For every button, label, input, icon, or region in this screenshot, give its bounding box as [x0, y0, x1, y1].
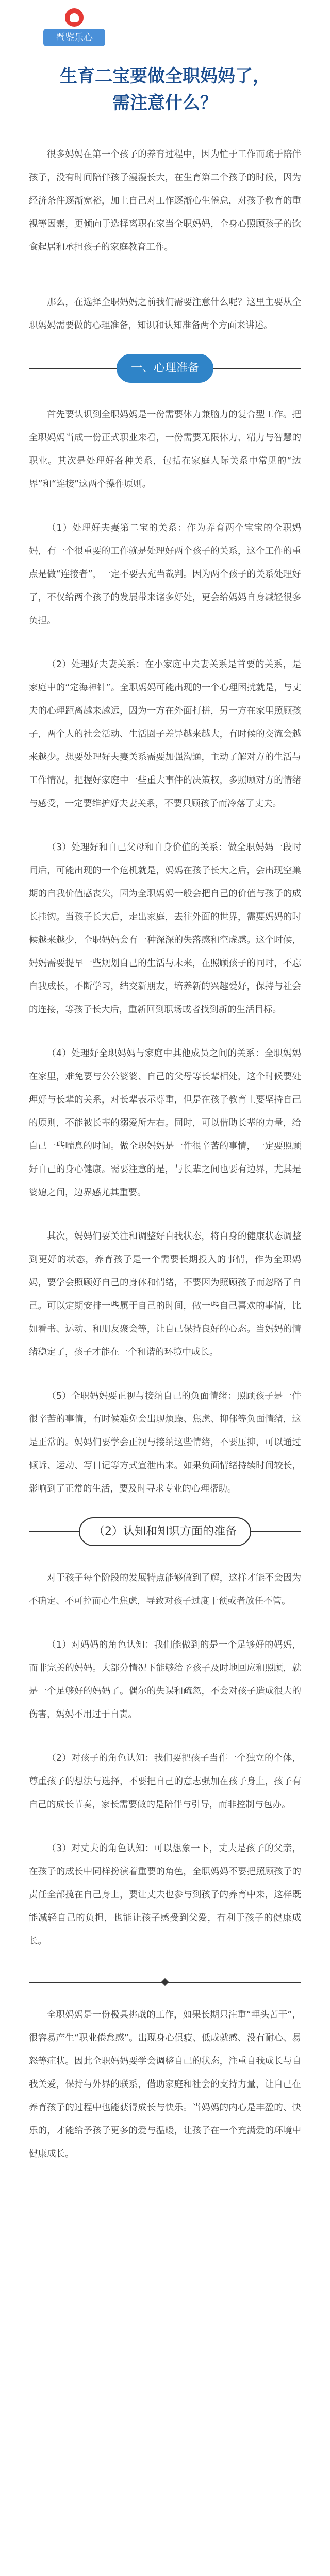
intro-section — [29, 143, 301, 337]
body-paragraph: 其次，妈妈们要关注和调整好自我状态，将自身的健康状态调整到更好的状态，养育孩子是一个需要长期投入的事情，作为全职妈妈，要学会照顾好自己的身体和情绪，不要因为照顾孩子而忽略了自己。可以定期安排一些属于自己的时间，做一些自己喜欢的事情，比如看书、运动、和朋友聚会等，让自己保持良好的心态。当妈妈的情绪稳定了，孩子才能在一个和谐的环境中成长。 — [29, 1231, 301, 1358]
body-paragraph: 首先要认识到全职妈妈是一份需要体力兼脑力的复合型工作。把全职妈妈当成一份正式职业来看，一份需要无限体力、精力与智慧的职业。其次是处理好各种关系，包括在家庭人际关系中常见的“边界”和“连接”这两个操作原则。 — [29, 410, 301, 489]
intro-paragraph: 那么，在选择全职妈妈之前我们需要注意什么呢？这里主要从全职妈妈需要做的心理准备，知识和认知准备两个方面来讲述。 — [29, 297, 301, 331]
section-title: （2）认知和知识方面的准备 — [79, 1517, 251, 1546]
article-title — [29, 61, 301, 116]
brand-logo — [43, 8, 105, 52]
body-paragraph: （4）处理好全职妈妈与家庭中其他成员之间的关系：全职妈妈在家里，难免要与公公婆婆、自己的父母等长辈相处，这个时候要处理好与长辈的关系，对长辈表示尊重，但是在孩子教育上要坚持自己的原则，不能被长辈的溺爱所左右。同时，可以借助长辈的力量，给自己一些喘息的时间。做全职妈妈是一件很辛苦的事情，一定要照顾好自己的身心健康。需要注意的是，与长辈之间也要有边界，尤其是婆媳之间，边界感尤其重要。 — [29, 1048, 301, 1198]
body-paragraph: （3）对丈夫的角色认知：可以想象一下，丈夫是孩子的父亲，在孩子的成长中同样扮演着重要的角色，全职妈妈不要把照顾孩子的责任全部揽在自己身上，要让丈夫也参与到孩子的养育中来，这样既能减轻自己的负担，也能让孩子感受到父爱，有利于孩子的健康成长。 — [29, 1843, 301, 1946]
section-cognition-body — [29, 1567, 301, 1953]
title-line-1: 生育二宝要做全职妈妈了， — [60, 66, 270, 87]
body-paragraph: （1）处理好夫妻第二宝的关系：作为养育两个宝宝的全职妈妈，有一个很重要的工作就是处理好两个孩子的关系，这个工作的重点是做“连接者”，一定不要去充当裁判。因为两个孩子的关系处理好了，不仅给两个孩子的发展带来诸多好处，更会给妈妈自身减轻很多负担。 — [29, 523, 301, 626]
body-paragraph: （2）处理好夫妻关系：在小家庭中夫妻关系是首要的关系，是家庭中的“定海神针”。全职妈妈可能出现的一个心理困扰就是，与丈夫的心理距离越来越远，因为一方在外面打拼，另一方在家里照顾孩子，两个人的社会活动、生活圈子差异越来越大，有时候的交流会越来越少。想要处理好夫妻关系需要加强沟通，主动了解对方的生活与工作情况，把握好家庭中一些重大事件的决策权，多照顾对方的情绪与感受，一定要维护好夫妻关系，不要只顾孩子而冷落了丈夫。 — [29, 659, 301, 809]
body-paragraph: （1）对妈妈的角色认知：我们能做到的是一个足够好的妈妈，而非完美的妈妈。大部分情况下能够给予孩子及时地回应和照顾，就是一个足够好的妈妈了。偶尔的失误和疏忽，不会对孩子造成很大的伤害，妈妈不用过于自责。 — [29, 1640, 301, 1720]
heart-logo-icon — [65, 8, 84, 27]
section-header-psych — [29, 350, 301, 386]
body-paragraph: 对于孩子每个阶段的发展特点能够做到了解，这样才能不会因为不确定、不可控而心生焦虑，导致对孩子过度干预或者放任不管。 — [29, 1573, 301, 1606]
title-line-2: 需注意什么？ — [112, 93, 218, 113]
body-paragraph: （3）处理好和自己父母和自身价值的关系：做全职妈妈一段时间后，可能出现的一个危机就是，妈妈在孩子长大之后，会出现空巢期的自我价值感丧失，因为全职妈妈一般会把自己的价值与孩子的成长挂钩。当孩子长大后，走出家庭，去往外面的世界，需要妈妈的时候越来越少，全职妈妈会有一种深深的失落感和空虚感。这个时候，妈妈需要提早一些规划自己的生活与未来，在照顾孩子的同时，不忘自我成长，不断学习，结交新朋友，培养新的兴趣爱好，保持与社会的连接，等孩子长大后，重新回到职场或者找到新的生活目标。 — [29, 842, 301, 1015]
section-header-cognition — [29, 1513, 301, 1549]
logo-text: 暨鉴乐心 — [43, 29, 105, 46]
closing-section — [29, 2004, 301, 2166]
section-title: 一、心理准备 — [117, 354, 213, 383]
body-paragraph: （2）对孩子的角色认知：我们要把孩子当作一个独立的个体，尊重孩子的想法与选择，不要把自己的意志强加在孩子身上，孩子有自己的成长节奏，家长需要做的是陪伴与引导，而非控制与包办。 — [29, 1753, 301, 1810]
section-divider — [29, 1982, 301, 1983]
title-block — [29, 61, 301, 128]
closing-paragraph: 全职妈妈是一份极具挑战的工作，如果长期只注重“埋头苦干”，很容易产生“职业倦怠感”。出现身心俱疲、低成就感、没有耐心、易怒等症状。因此全职妈妈要学会调整自己的状态，注重自我成长与自我关爱，保持与外界的联系，借助家庭和社会的支持力量，让自己在养育孩子的过程中也能获得成长与快乐。当妈妈的内心是丰盈的、快乐的，才能给予孩子更多的爱与温暖，让孩子在一个充满爱的环境中健康成长。 — [29, 2010, 301, 2159]
section-psych-body — [29, 403, 301, 1501]
header-band — [29, 0, 301, 61]
body-paragraph: （5）全职妈妈要正视与接纳自己的负面情绪：照顾孩子是一件很辛苦的事情，有时候难免会出现烦躁、焦虑、抑郁等负面情绪，这是正常的。妈妈们要学会正视与接纳这些情绪，不要压抑，可以通过倾诉、运动、写日记等方式宣泄出来。如果负面情绪持续时间较长，影响到了正常的生活，要及时寻求专业的心理帮助。 — [29, 1391, 301, 1494]
intro-paragraph: 很多妈妈在第一个孩子的养育过程中，因为忙于工作而疏于陪伴孩子，没有时间陪伴孩子漫漫长大，在生育第二个孩子的时候，因为经济条件逐渐宽裕，加上自己对工作逐渐心生倦怠，对孩子教育的重视等因素，更倾向于选择离职在家当全职妈妈，全身心照顾孩子的饮食起居和承担孩子的家庭教育工作。 — [29, 149, 301, 252]
